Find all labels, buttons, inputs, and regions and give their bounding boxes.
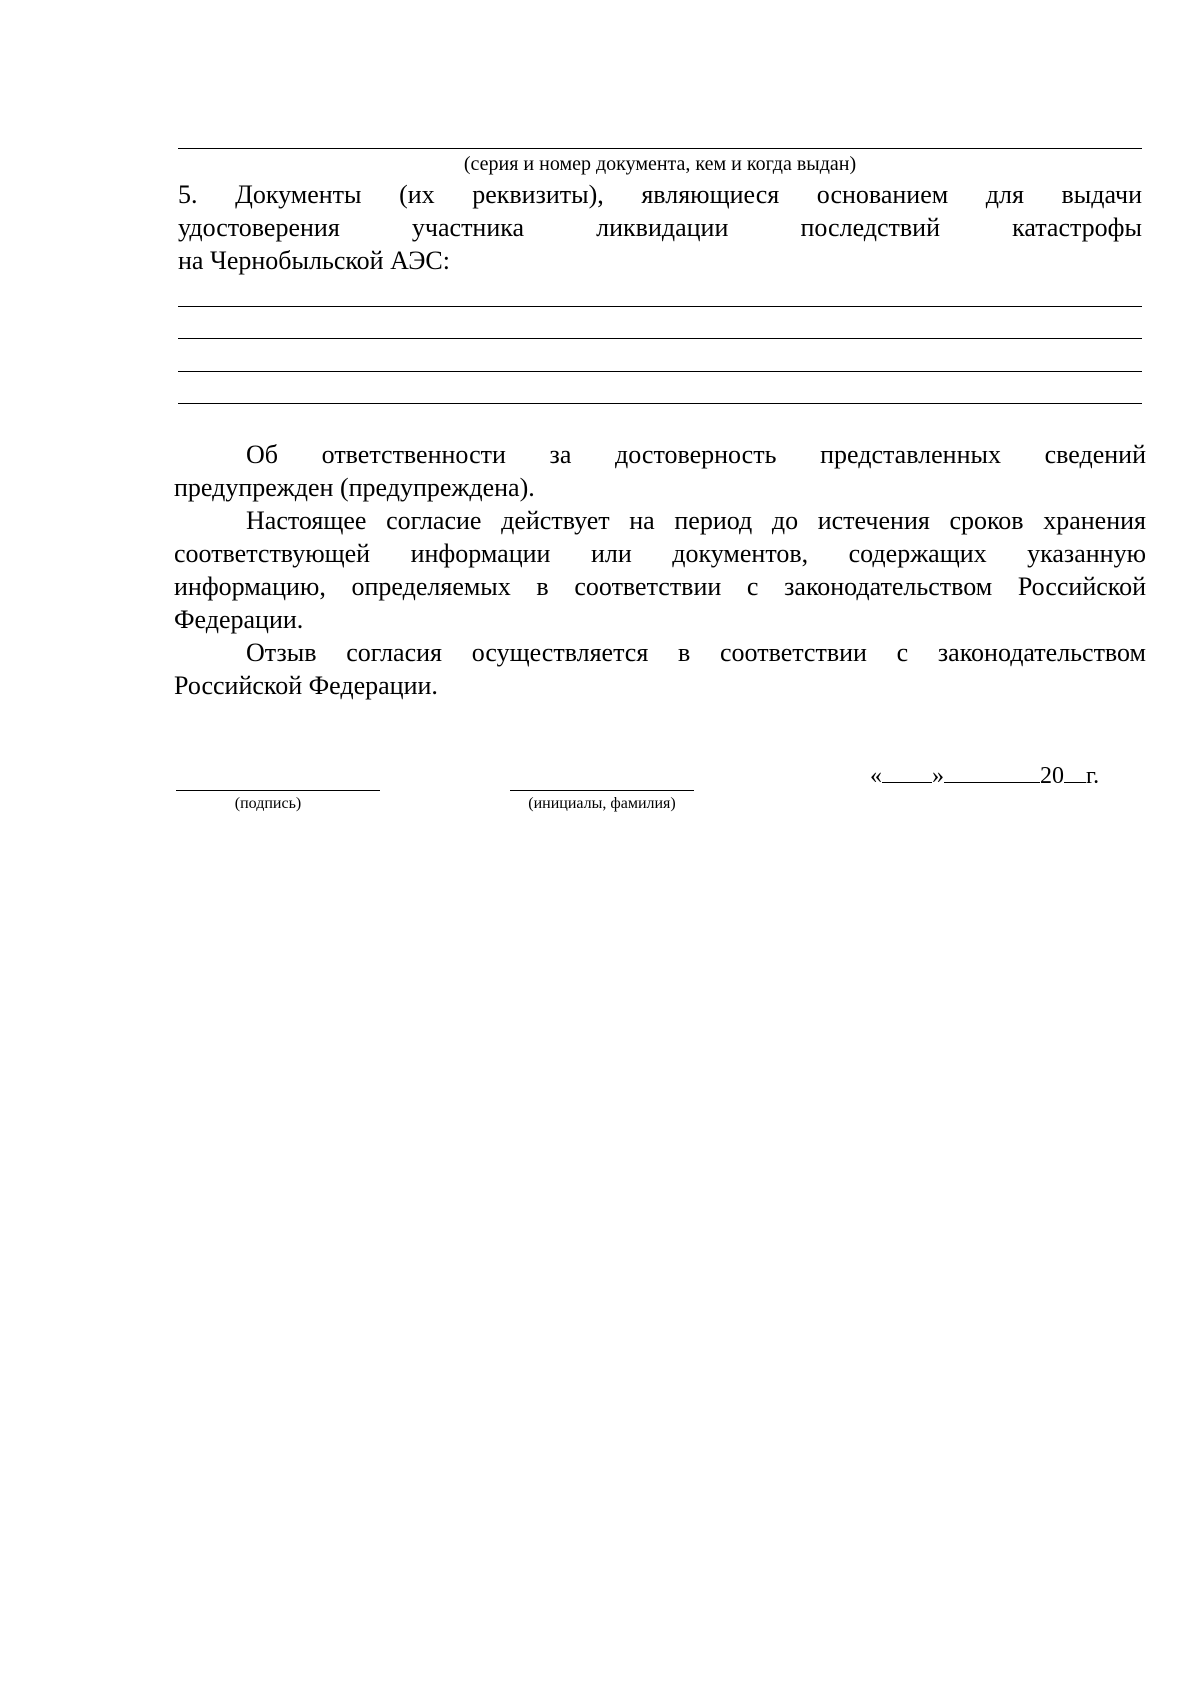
validity-line4: Федерации.	[174, 605, 304, 634]
year-prefix: 20	[1040, 763, 1064, 789]
name-line[interactable]	[510, 790, 694, 791]
answer-line-4[interactable]	[178, 403, 1142, 404]
date-open-quote: «	[870, 763, 882, 789]
document-details-line[interactable]	[178, 148, 1142, 149]
item5-line1: 5. Документы (их реквизиты), являющиеся основанием для выдачи	[178, 180, 1142, 209]
withdrawal-line2: Российской Федерации.	[174, 671, 438, 700]
signature-line[interactable]	[176, 790, 380, 791]
validity-line2: соответствующей информации или документов, содержащих указанную	[174, 539, 1146, 568]
day-blank[interactable]	[882, 760, 932, 783]
date-field	[870, 760, 1099, 791]
responsibility-line2: предупрежден (предупреждена).	[174, 473, 535, 502]
responsibility-line1: Об ответственности за достоверность представленных сведений	[246, 440, 1146, 469]
validity-line3: информацию, определяемых в соответствии с законодательством Российской	[174, 572, 1146, 601]
validity-line1: Настоящее согласие действует на период до истечения сроков хранения	[246, 506, 1146, 535]
month-blank[interactable]	[944, 760, 1040, 783]
answer-line-3[interactable]	[178, 371, 1142, 372]
document-details-caption: (серия и номер документа, кем и когда выдан)	[463, 153, 857, 175]
signature-caption: (подпись)	[234, 795, 302, 812]
item5-line3: на Чернобыльской АЭС:	[178, 246, 450, 275]
year-blank[interactable]	[1064, 760, 1086, 783]
withdrawal-line1: Отзыв согласия осуществляется в соответствии с законодательством	[246, 638, 1146, 667]
name-caption: (инициалы, фамилия)	[528, 795, 676, 812]
date-close-quote: »	[932, 763, 944, 789]
item5-line2: удостоверения участника ликвидации последствий катастрофы	[178, 213, 1142, 242]
year-suffix: г.	[1086, 763, 1100, 789]
answer-line-1[interactable]	[178, 306, 1142, 307]
answer-line-2[interactable]	[178, 338, 1142, 339]
